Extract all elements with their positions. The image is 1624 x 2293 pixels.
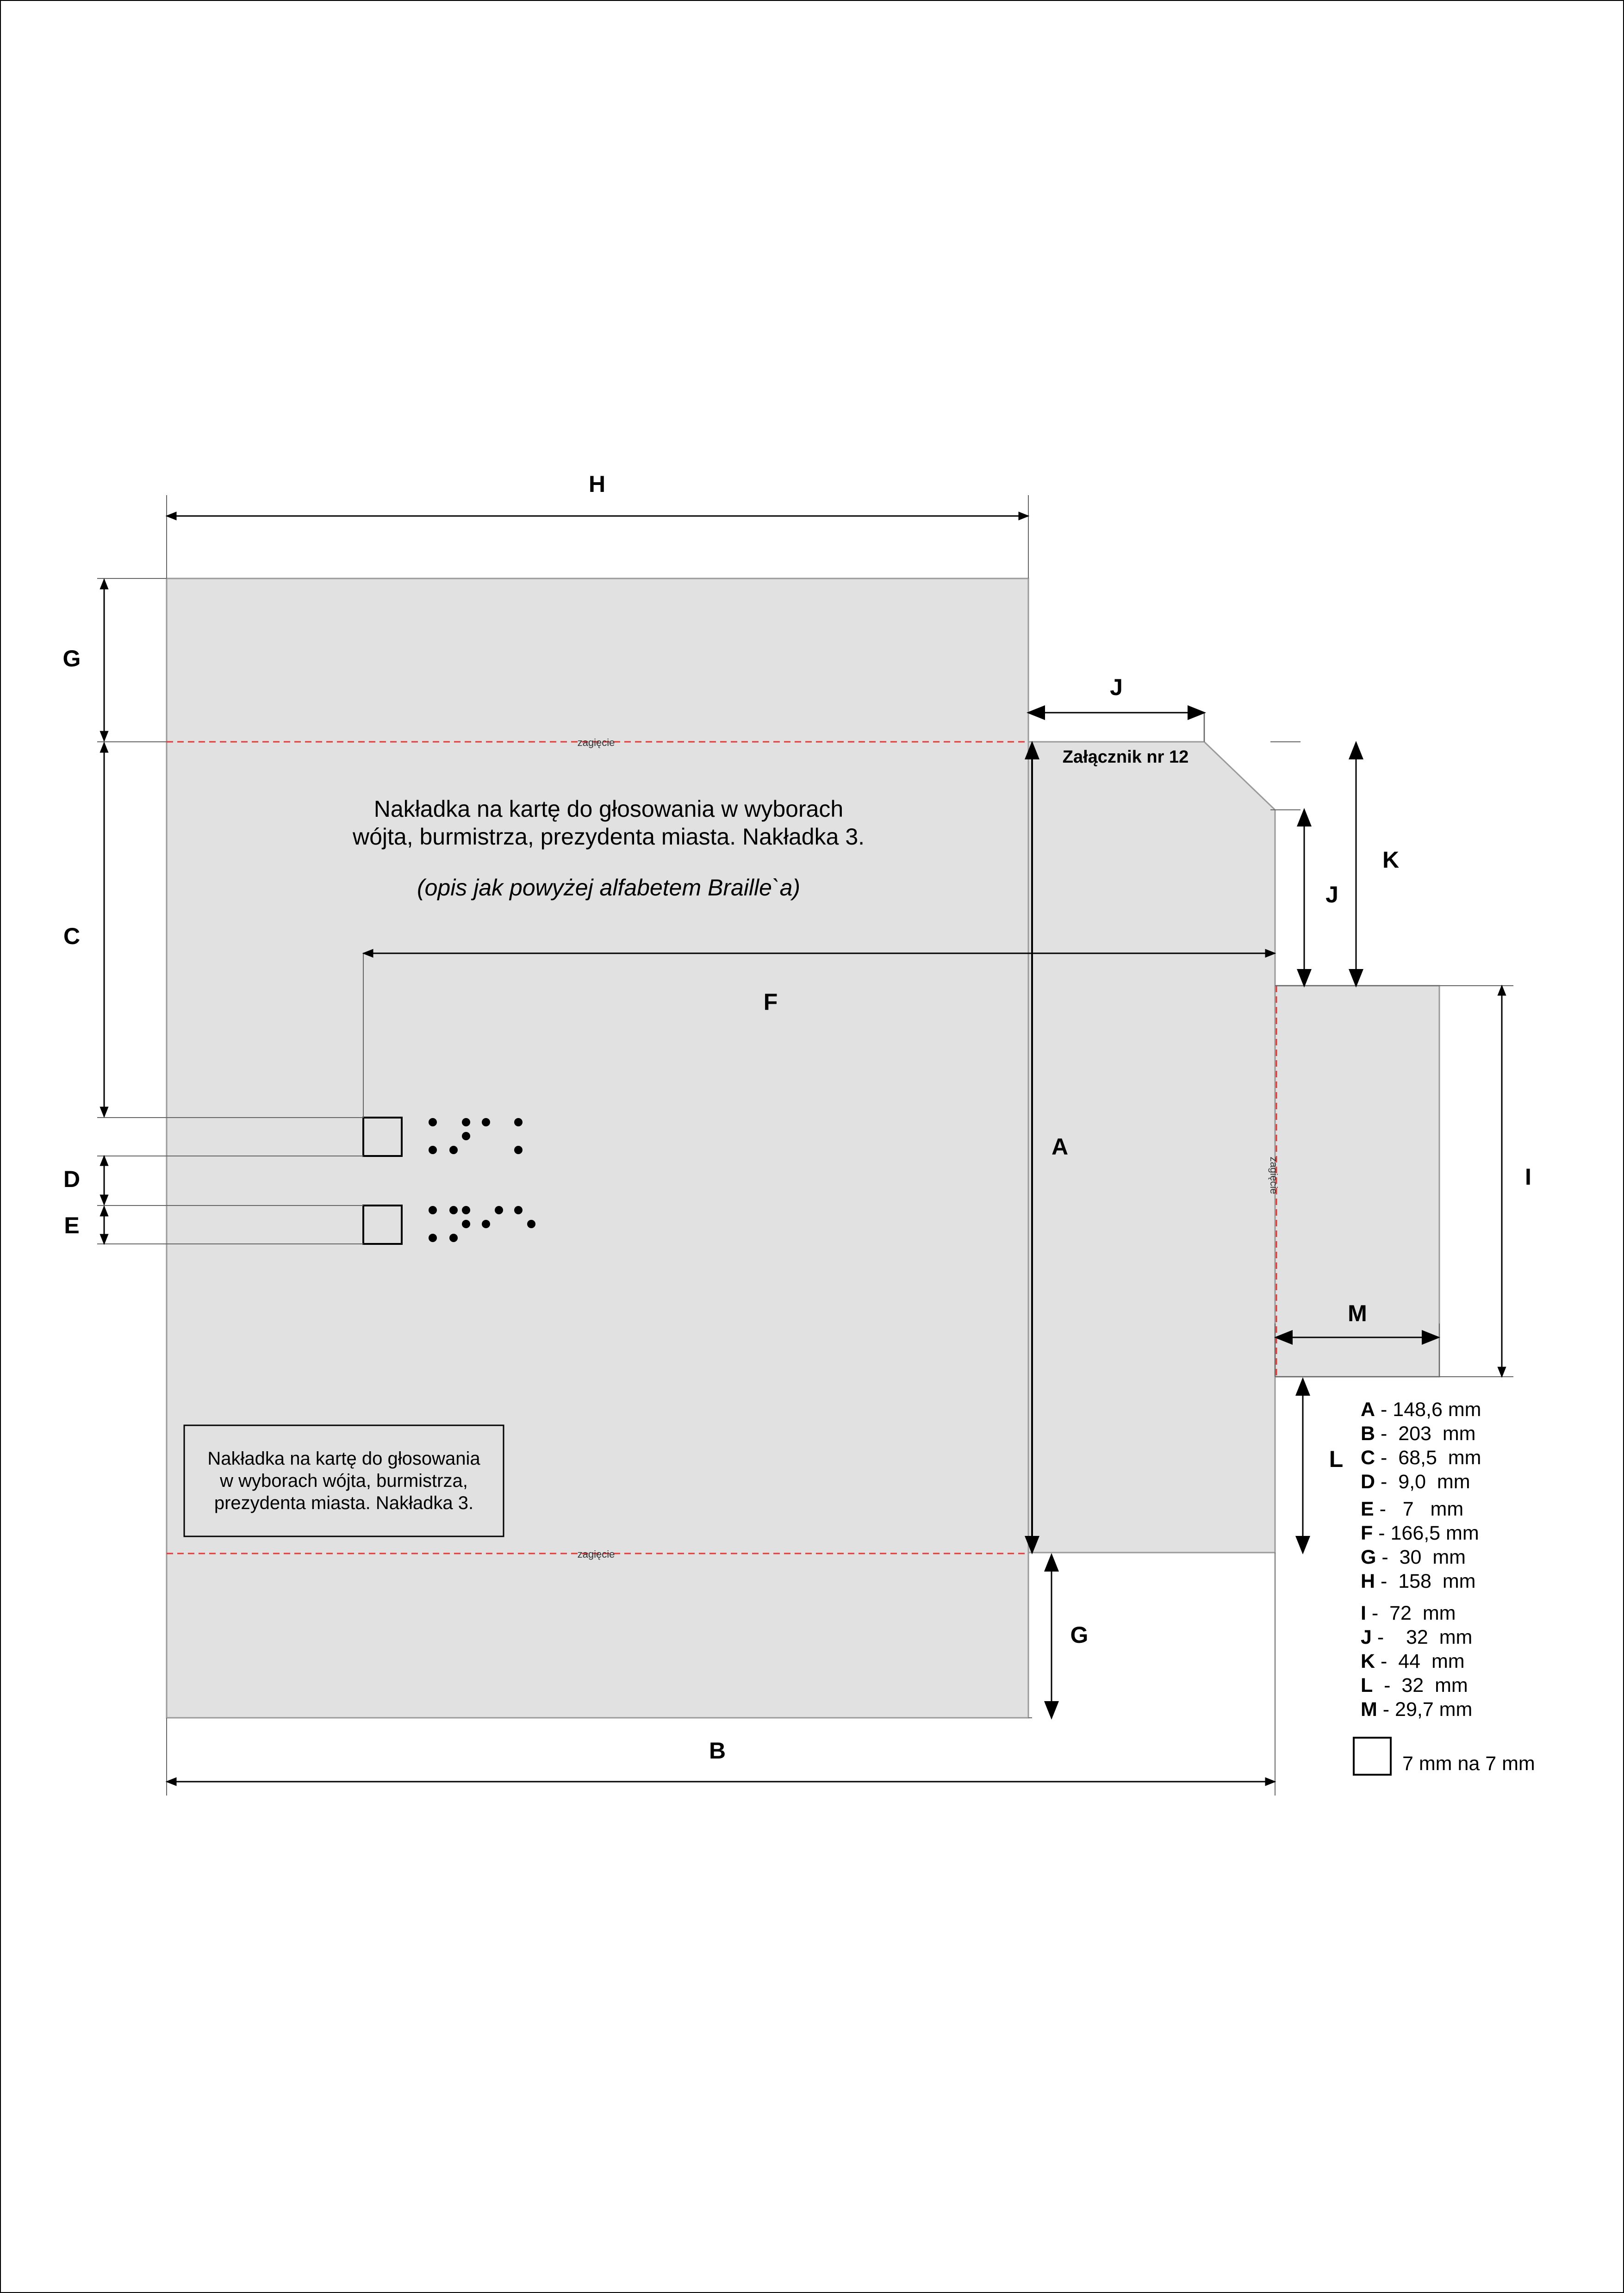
dim-label-J-side: J (1325, 882, 1338, 907)
legend-key: G (1361, 1546, 1376, 1568)
dim-label-G-bottom: G (1070, 1622, 1089, 1648)
legend-row (1361, 1546, 1466, 1568)
legend-key: A (1361, 1398, 1375, 1421)
legend-row (1361, 1522, 1479, 1544)
main-panel (167, 578, 1028, 1718)
dim-label-C: C (63, 923, 81, 949)
box-text-line-1: Nakładka na kartę do głosowania (207, 1448, 480, 1469)
legend-key: C (1361, 1447, 1375, 1469)
legend-row (1361, 1423, 1476, 1445)
fold-label-bottom: zagięcie (577, 1548, 615, 1560)
braille-dot (482, 1220, 490, 1228)
braille-dot (482, 1118, 490, 1126)
dim-label-G-top: G (62, 646, 81, 671)
box-text-line-2: w wyborach wójta, burmistrza, (220, 1471, 468, 1491)
dim-label-F: F (763, 989, 778, 1015)
legend-row (1361, 1398, 1481, 1421)
braille-dot (527, 1220, 535, 1228)
legend-key: B (1361, 1423, 1375, 1445)
dim-label-D: D (63, 1166, 81, 1192)
legend-row (1361, 1498, 1463, 1520)
legend-key: F (1361, 1522, 1373, 1544)
title-line-2: wójta, burmistrza, prezydenta miasta. Nakładka 3. (352, 824, 865, 850)
legend-value: - 72 mm (1366, 1602, 1456, 1624)
dim-label-E: E (64, 1212, 80, 1238)
fold-label-top: zagięcie (577, 737, 615, 748)
dim-label-K: K (1382, 847, 1400, 873)
dim-label-H: H (588, 471, 606, 497)
legend-value: - 7 mm (1374, 1498, 1464, 1520)
box-text-line-3: prezydenta miasta. Nakładka 3. (214, 1493, 474, 1513)
braille-dot (429, 1206, 437, 1214)
legend-key: J (1361, 1626, 1372, 1648)
dim-label-L: L (1329, 1446, 1344, 1472)
legend-key: D (1361, 1471, 1375, 1493)
legend-row (1361, 1602, 1456, 1624)
legend-value: - 29,7 mm (1377, 1698, 1473, 1721)
braille-dot (514, 1206, 523, 1214)
braille-dot (449, 1146, 458, 1154)
legend-key: K (1361, 1650, 1375, 1672)
braille-dot (429, 1234, 437, 1242)
legend-row (1361, 1570, 1476, 1592)
braille-dot (495, 1206, 503, 1214)
fold-label-vertical: zagięcie (1268, 1156, 1280, 1194)
dim-label-J-top: J (1110, 674, 1123, 700)
dim-label-I: I (1525, 1164, 1531, 1190)
legend-value: - 148,6 mm (1375, 1398, 1481, 1421)
braille-dot (429, 1146, 437, 1154)
legend-value: - 30 mm (1376, 1546, 1466, 1568)
legend-value: - 158 mm (1375, 1570, 1476, 1592)
legend-value: - 203 mm (1375, 1423, 1476, 1445)
dim-label-A: A (1051, 1134, 1069, 1160)
braille-dot (462, 1132, 470, 1140)
annex-label: Załącznik nr 12 (1062, 747, 1189, 767)
legend-value: - 9,0 mm (1375, 1471, 1470, 1493)
legend-value: - 32 mm (1371, 1626, 1473, 1648)
legend-row (1361, 1447, 1481, 1469)
legend-value: - 44 mm (1375, 1650, 1465, 1672)
dimension-legend (1361, 1398, 1481, 1721)
legend-row (1361, 1650, 1465, 1672)
legend-row (1361, 1626, 1472, 1648)
legend-row (1361, 1698, 1472, 1721)
legend-row (1361, 1674, 1468, 1696)
title-line-1: Nakładka na kartę do głosowania w wyborach (373, 796, 844, 822)
braille-dot (449, 1234, 458, 1242)
legend-value: - 166,5 mm (1373, 1522, 1479, 1544)
legend-key: L (1361, 1674, 1373, 1696)
legend-key: I (1361, 1602, 1366, 1624)
dim-label-M: M (1348, 1300, 1367, 1326)
braille-note: (opis jak powyżej alfabetem Braille`a) (417, 875, 801, 901)
braille-dot (429, 1118, 437, 1126)
braille-dot (462, 1220, 470, 1228)
braille-dot (462, 1118, 470, 1126)
dim-label-B: B (709, 1738, 726, 1764)
braille-dot (462, 1206, 470, 1214)
braille-dot (514, 1146, 523, 1154)
legend-row (1361, 1471, 1470, 1493)
braille-dot (449, 1206, 458, 1214)
legend-key: M (1361, 1698, 1377, 1721)
square-legend-icon (1354, 1738, 1391, 1775)
legend-key: E (1361, 1498, 1374, 1520)
braille-dot (514, 1118, 523, 1126)
legend-value: - 68,5 mm (1375, 1447, 1481, 1469)
square-legend-text: 7 mm na 7 mm (1402, 1752, 1535, 1775)
legend-key: H (1361, 1570, 1375, 1592)
legend-value: - 32 mm (1373, 1674, 1468, 1696)
